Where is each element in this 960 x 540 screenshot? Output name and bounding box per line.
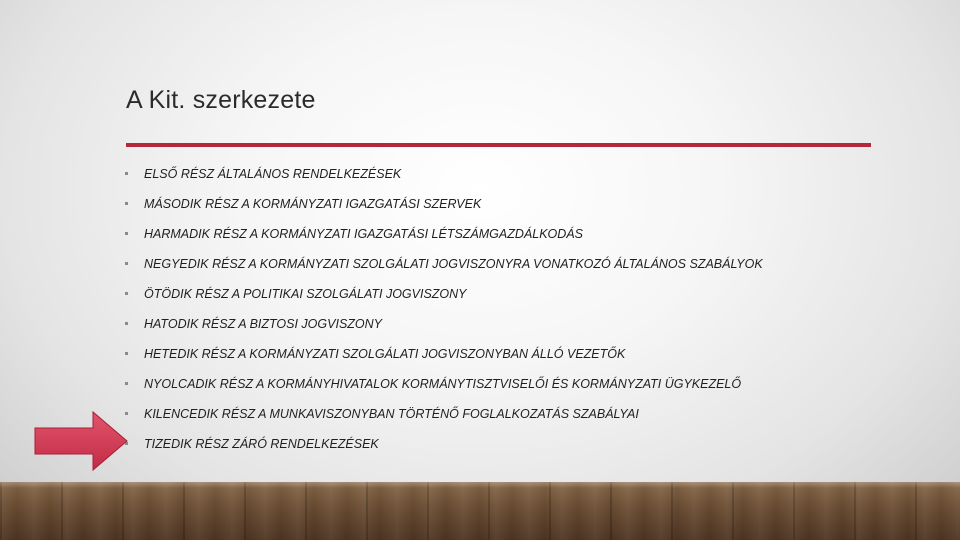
bullet-icon [125,202,128,205]
list-item [122,375,763,405]
wood-floor [0,482,960,540]
list-item [122,435,763,465]
bullet-icon [125,322,128,325]
slide-title: A Kit. szerkezete [126,86,316,114]
list-item-text: KILENCEDIK RÉSZ A MUNKAVISZONYBAN TÖRTÉNŐ FOGLALKOZATÁS SZABÁLYAI [144,407,639,421]
bullet-icon [125,352,128,355]
bullet-list [122,165,763,465]
list-item [122,285,763,315]
list-item [122,165,763,195]
list-item-text: NYOLCADIK RÉSZ A KORMÁNYHIVATALOK KORMÁNYTISZTVISELŐI ÉS KORMÁNYZATI ÜGYKEZELŐ [144,377,742,391]
list-item [122,225,763,255]
list-item-text: HARMADIK RÉSZ A KORMÁNYZATI IGAZGATÁSI LÉTSZÁMGAZDÁLKODÁS [144,227,583,241]
list-item-text: HETEDIK RÉSZ A KORMÁNYZATI SZOLGÁLATI JOGVISZONYBAN ÁLLÓ VEZETŐK [144,347,626,361]
list-item-text: NEGYEDIK RÉSZ A KORMÁNYZATI SZOLGÁLATI JOGVISZONYRA VONATKOZÓ ÁLTALÁNOS SZABÁLYOK [144,257,763,271]
bullet-icon [125,232,128,235]
list-item [122,345,763,375]
list-item [122,405,763,435]
bullet-icon [125,262,128,265]
list-item-text: MÁSODIK RÉSZ A KORMÁNYZATI IGAZGATÁSI SZERVEK [144,197,482,211]
bullet-icon [125,172,128,175]
list-item [122,255,763,285]
list-item-text: ÖTÖDIK RÉSZ A POLITIKAI SZOLGÁLATI JOGVISZONY [144,287,467,301]
bullet-icon [125,382,128,385]
bullet-icon [125,292,128,295]
title-underline [126,143,871,147]
list-item [122,315,763,345]
list-item-text: HATODIK RÉSZ A BIZTOSI JOGVISZONY [144,317,383,331]
right-arrow-icon [33,410,129,472]
list-item-text: TIZEDIK RÉSZ ZÁRÓ RENDELKEZÉSEK [144,437,379,451]
list-item [122,195,763,225]
list-item-text: ELSŐ RÉSZ ÁLTALÁNOS RENDELKEZÉSEK [144,167,402,181]
